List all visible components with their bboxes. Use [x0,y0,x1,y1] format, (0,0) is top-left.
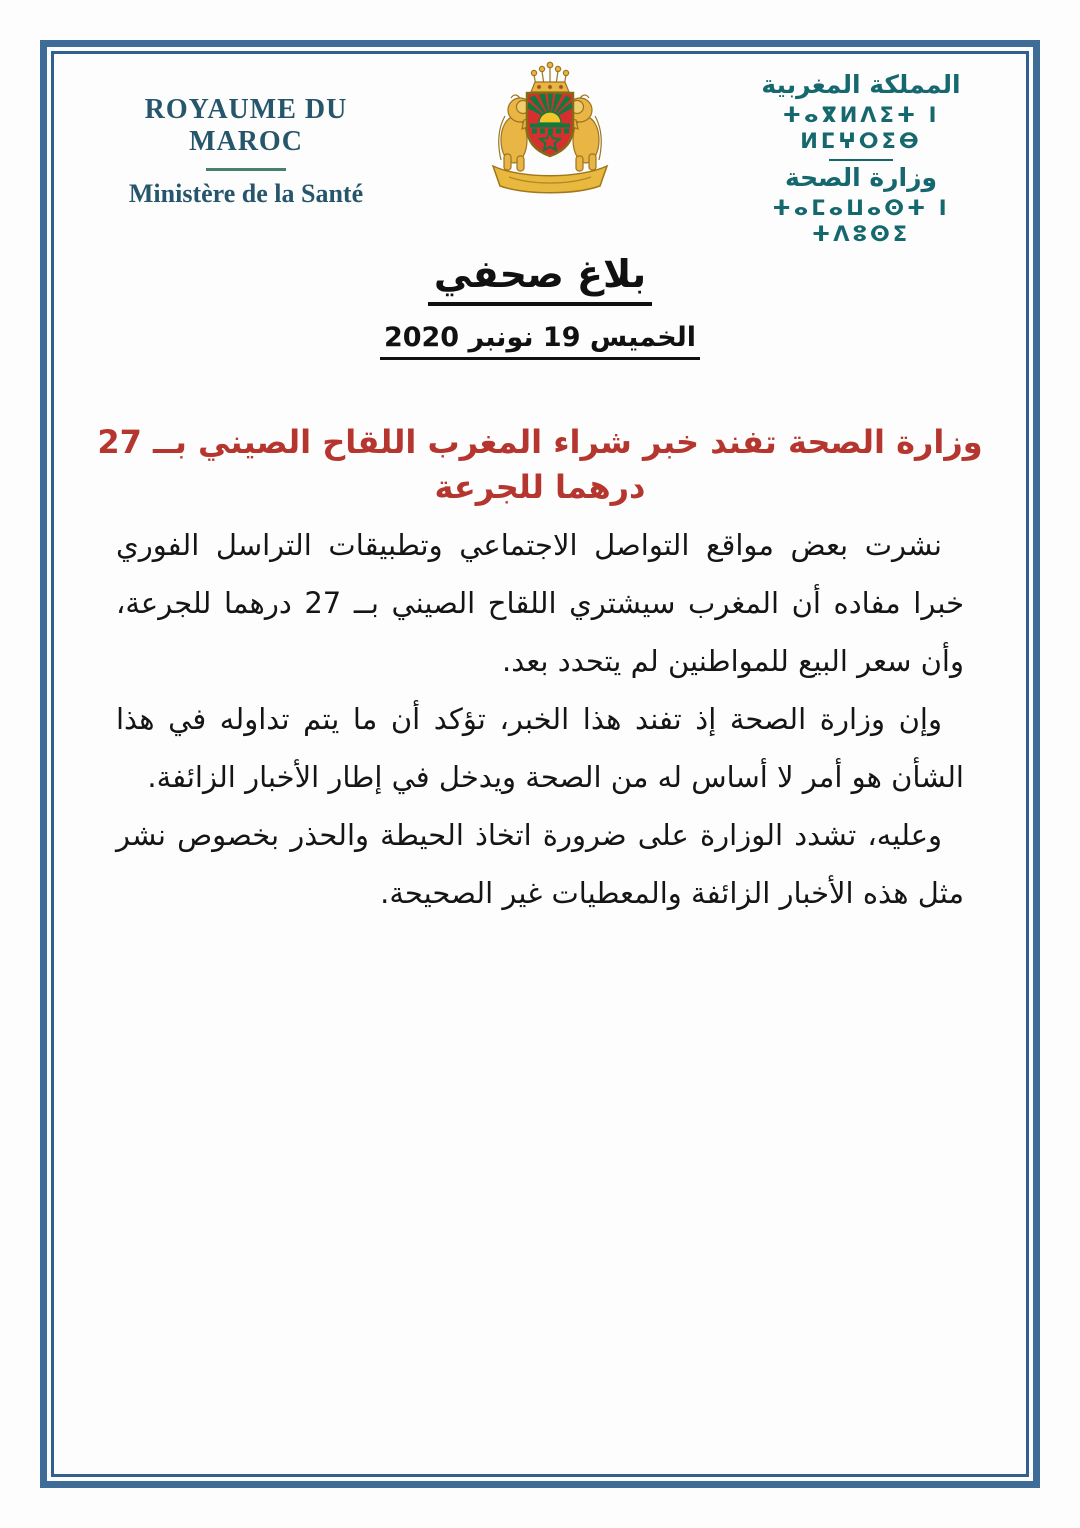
body-paragraph: وعليه، تشدد الوزارة على ضرورة اتخاذ الحيطة والحذر بخصوص نشر مثل هذه الأخبار الزائفة والمعطيات غير الصحيحة. [116,818,964,910]
ministry-name-ar: وزارة الصحة [784,162,938,192]
doc-heading-row [54,252,1026,306]
decorative-frame-outer [40,40,1040,1488]
coat-of-arms-graphic [487,60,613,200]
press-release-heading: بلاغ صحفي [428,252,652,306]
page-content [54,54,1026,1474]
ministry-name-tifinagh: ⵜⴰⵎⴰⵡⴰⵙⵜ ⵏ ⵜⴷⵓⵙⵉ [772,195,950,246]
shield [527,93,573,156]
kingdom-name-fr: ROYAUME DU MAROC [144,94,348,157]
press-release-title: وزارة الصحة تفند خبر شراء المغرب اللقاح الصيني بــ 27 درهما للجرعة [97,423,983,506]
press-release-body [116,516,964,922]
letterhead-french [86,94,406,209]
divider-line [206,168,286,171]
decorative-frame-inner [51,51,1029,1477]
ministry-name-fr: Ministère de la Santé [128,179,364,208]
doc-date-row [54,322,1026,360]
press-release-date: الخميس 19 نونبر 2020 [380,322,700,360]
morocco-coat-of-arms [487,60,613,204]
body-paragraph: وإن وزارة الصحة إذ تفند هذا الخبر، تؤكد أن ما يتم تداوله في هذا الشأن هو أمر لا أساس له من الصحة ويدخل في إطار الأخبار الزائفة. [116,702,964,794]
body-paragraph: نشرت بعض مواقع التواصل الاجتماعي وتطبيقات التراسل الفوري خبرا مفاده أن المغرب سيشتري اللقاح الصيني بــ 27 درهما للجرعة، وأن سعر البيع للمواطنين لم يتحدد بعد. [116,528,964,678]
letterhead-arabic [726,68,996,247]
kingdom-name-tifinagh: ⵜⴰⴳⵍⴷⵉⵜ ⵏ ⵍⵎⵖⵔⵉⴱ [782,103,940,154]
divider-line [829,159,893,161]
crown [531,62,569,92]
kingdom-name-ar: المملكة المغربية [761,70,961,99]
